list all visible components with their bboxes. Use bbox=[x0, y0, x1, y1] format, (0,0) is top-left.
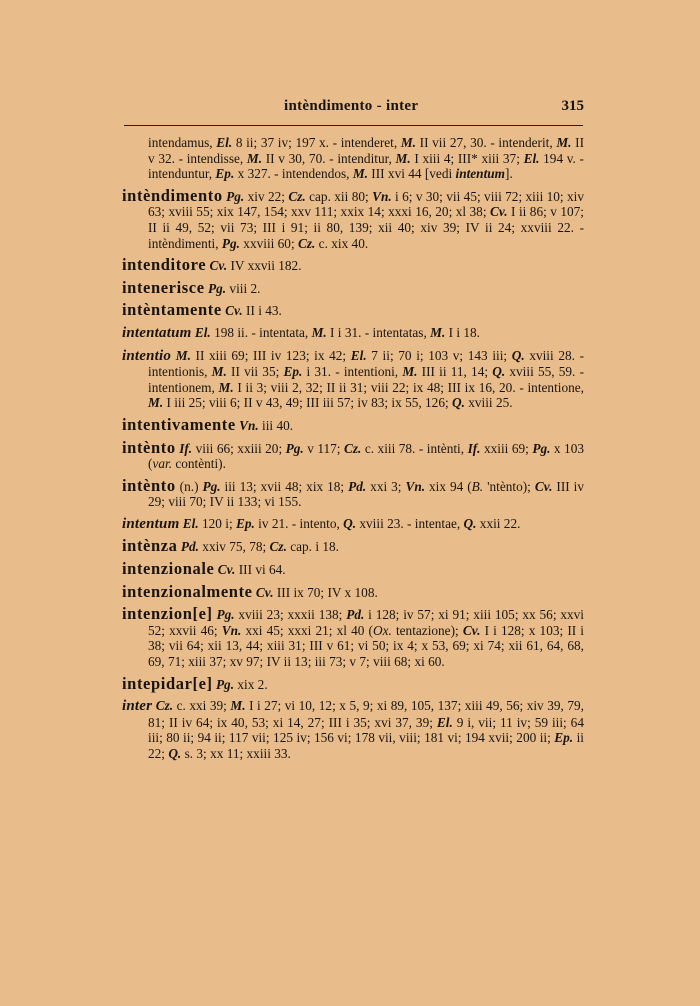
entry-headword: intenerisce bbox=[122, 277, 205, 297]
entry-headword: intènto bbox=[122, 475, 176, 495]
entry-headword: intentatum bbox=[122, 324, 192, 341]
header-rule bbox=[124, 125, 583, 126]
dictionary-entry bbox=[122, 277, 584, 297]
entry-citations: El. 120 i; Ep. iv 21. - intento, Q. xviii 23. - intentae, Q. xxii 22. bbox=[182, 515, 521, 531]
entry-citations: Pg. viii 2. bbox=[207, 280, 261, 296]
entry-headword: intenzionale bbox=[122, 559, 215, 579]
dictionary-entry bbox=[122, 135, 584, 182]
running-head bbox=[120, 98, 584, 120]
dictionary-entry bbox=[122, 561, 584, 578]
entry-headword: intènza bbox=[122, 536, 178, 556]
entry-citations: Cv. II i 43. bbox=[225, 303, 282, 319]
entry-citations: If. viii 66; xxiii 20; Pg. v 117; Cz. c. xiii 78. - intènti, If. xxiii 69; Pg. x 103 (var. contènti). bbox=[148, 440, 584, 472]
entry-citations: Cv. III ix 70; IV x 108. bbox=[255, 584, 378, 600]
dictionary-entry bbox=[122, 185, 585, 251]
dictionary-entry bbox=[122, 325, 584, 342]
entry-headword: intenditore bbox=[122, 255, 207, 275]
entry-citations: Cv. IV xxvii 182. bbox=[209, 258, 302, 274]
dictionary-entry bbox=[122, 302, 584, 319]
entry-citations: Cz. c. xxi 39; M. I i 27; vi 10, 12; x 5, 9; xi 89, 105, 137; xiii 49, 56; xiv 39, 79, 81; II iv 64; ix 40, 53; xi 14, 27; III i 35; xvi 37, 39; El. 9 i, vii; 11 iv; 59 iii; 64 iii; 80 ii; 94 ii; 117 vii; 125 iv; 156 vi; 178 vii, viii; 181 vi; 194 xvii; 200 ii; Ep. ii 22; Q. s. 3; xx 11; xxiii 33. bbox=[148, 698, 584, 761]
entry-headword: intentum bbox=[122, 515, 180, 532]
entry-citations: Cv. III vi 64. bbox=[217, 562, 286, 578]
entry-headword: intèndimento bbox=[122, 185, 223, 205]
entry-citations: Pg. xix 2. bbox=[215, 676, 268, 692]
dictionary-entry bbox=[122, 538, 584, 555]
dictionary-entry bbox=[122, 475, 584, 510]
entry-citations: El. 198 ii. - intentata, M. I i 31. - intentatas, M. I i 18. bbox=[194, 324, 480, 340]
entry-headword: intenzionalmente bbox=[122, 581, 253, 601]
entry-citations: Pd. xxiv 75, 78; Cz. cap. i 18. bbox=[180, 539, 339, 555]
dictionary-entry bbox=[122, 414, 584, 434]
entry-headword: intènto bbox=[122, 437, 176, 457]
dictionary-entry bbox=[122, 437, 584, 472]
entry-citations: Pg. xviii 23; xxxii 138; Pd. i 128; iv 57; xi 91; xiii 105; xx 56; xxvi 52; xxvii 46; Vn. xxi 45; xxxi 21; xl 40 (Ox. tentazione); Cv. I i 128; x 103; II i 38; vii 64; xii 13, 44; xiii 31; III v 61; vi 50; ix 4; x 53, 69; xi 74; xii 61, 64, 68, 69, 71; xiii 37; xv 97; IV ii 13; iii 73; v 7; viii 68; xi 60. bbox=[148, 607, 585, 670]
entry-headword: intentio bbox=[122, 347, 172, 364]
entry-headword: intèntamente bbox=[122, 300, 222, 320]
entry-citations: intendamus, El. 8 ii; 37 iv; 197 x. - intenderet, M. II vii 27, 30. - intenderit, M. II v 32. - intendisse, M. II v 30, 70. - intenditur, M. I xiii 4; III* xiii 37; El. 194 v. - intenduntur, Ep. x 327. - intendendos, M. III xvi 44 [vedi intentum]. bbox=[148, 135, 584, 182]
dictionary-entry bbox=[122, 516, 584, 533]
entry-headword: intentivamente bbox=[122, 414, 236, 434]
dictionary-entry bbox=[122, 257, 584, 274]
entry-citations: Vn. iii 40. bbox=[239, 417, 294, 433]
entry-citations: M. II xiii 69; III iv 123; ix 42; El. 7 ii; 70 i; 103 v; 143 iii; Q. xviii 28. - intentionis, M. II vii 35; Ep. i 31. - intentioni, M. III ii 11, 14; Q. xviii 55, 59. - intentionem, M. I ii 3; viii 2, 32; II ii 31; viii 22; ix 48; III ix 16, 20. - intentione, M. I iii 25; viii 6; II v 43, 49; III iii 57; iv 83; ix 55, 126; Q. xviii 25. bbox=[148, 347, 585, 411]
entry-headword: inter bbox=[122, 698, 153, 715]
entry-headword: intenzion[e] bbox=[122, 604, 213, 624]
running-head-title: intèndimento - inter bbox=[284, 98, 419, 114]
entry-citations: (n.) Pg. iii 13; xvii 48; xix 18; Pd. xxi 3; Vn. xix 94 (B. 'ntènto); Cv. III iv 29; viii 70; IV ii 133; vi 155. bbox=[148, 478, 584, 510]
dictionary-entry bbox=[122, 348, 584, 411]
entries-list bbox=[122, 135, 584, 768]
entry-citations: Pg. xiv 22; Cz. cap. xii 80; Vn. i 6; v 30; vii 45; viii 72; xiii 10; xiv 63; xviii 55; xix 147, 154; xxv 111; xxix 14; xxxi 16, 20; xl 38; Cv. I ii 86; v 107; II ii 49, 52; vii 73; III i 91; ii 80, 139; xii 40; xiv 39; IV ii 24; xxviii 22. - intèndimenti, Pg. xxviii 60; Cz. c. xix 40. bbox=[148, 188, 585, 251]
dictionary-entry bbox=[122, 606, 584, 669]
dictionary-entry bbox=[122, 698, 584, 761]
dictionary-entry bbox=[122, 581, 584, 601]
page-number: 315 bbox=[561, 98, 584, 114]
dictionary-entry bbox=[122, 673, 584, 693]
entry-headword: intepidar[e] bbox=[122, 673, 213, 693]
